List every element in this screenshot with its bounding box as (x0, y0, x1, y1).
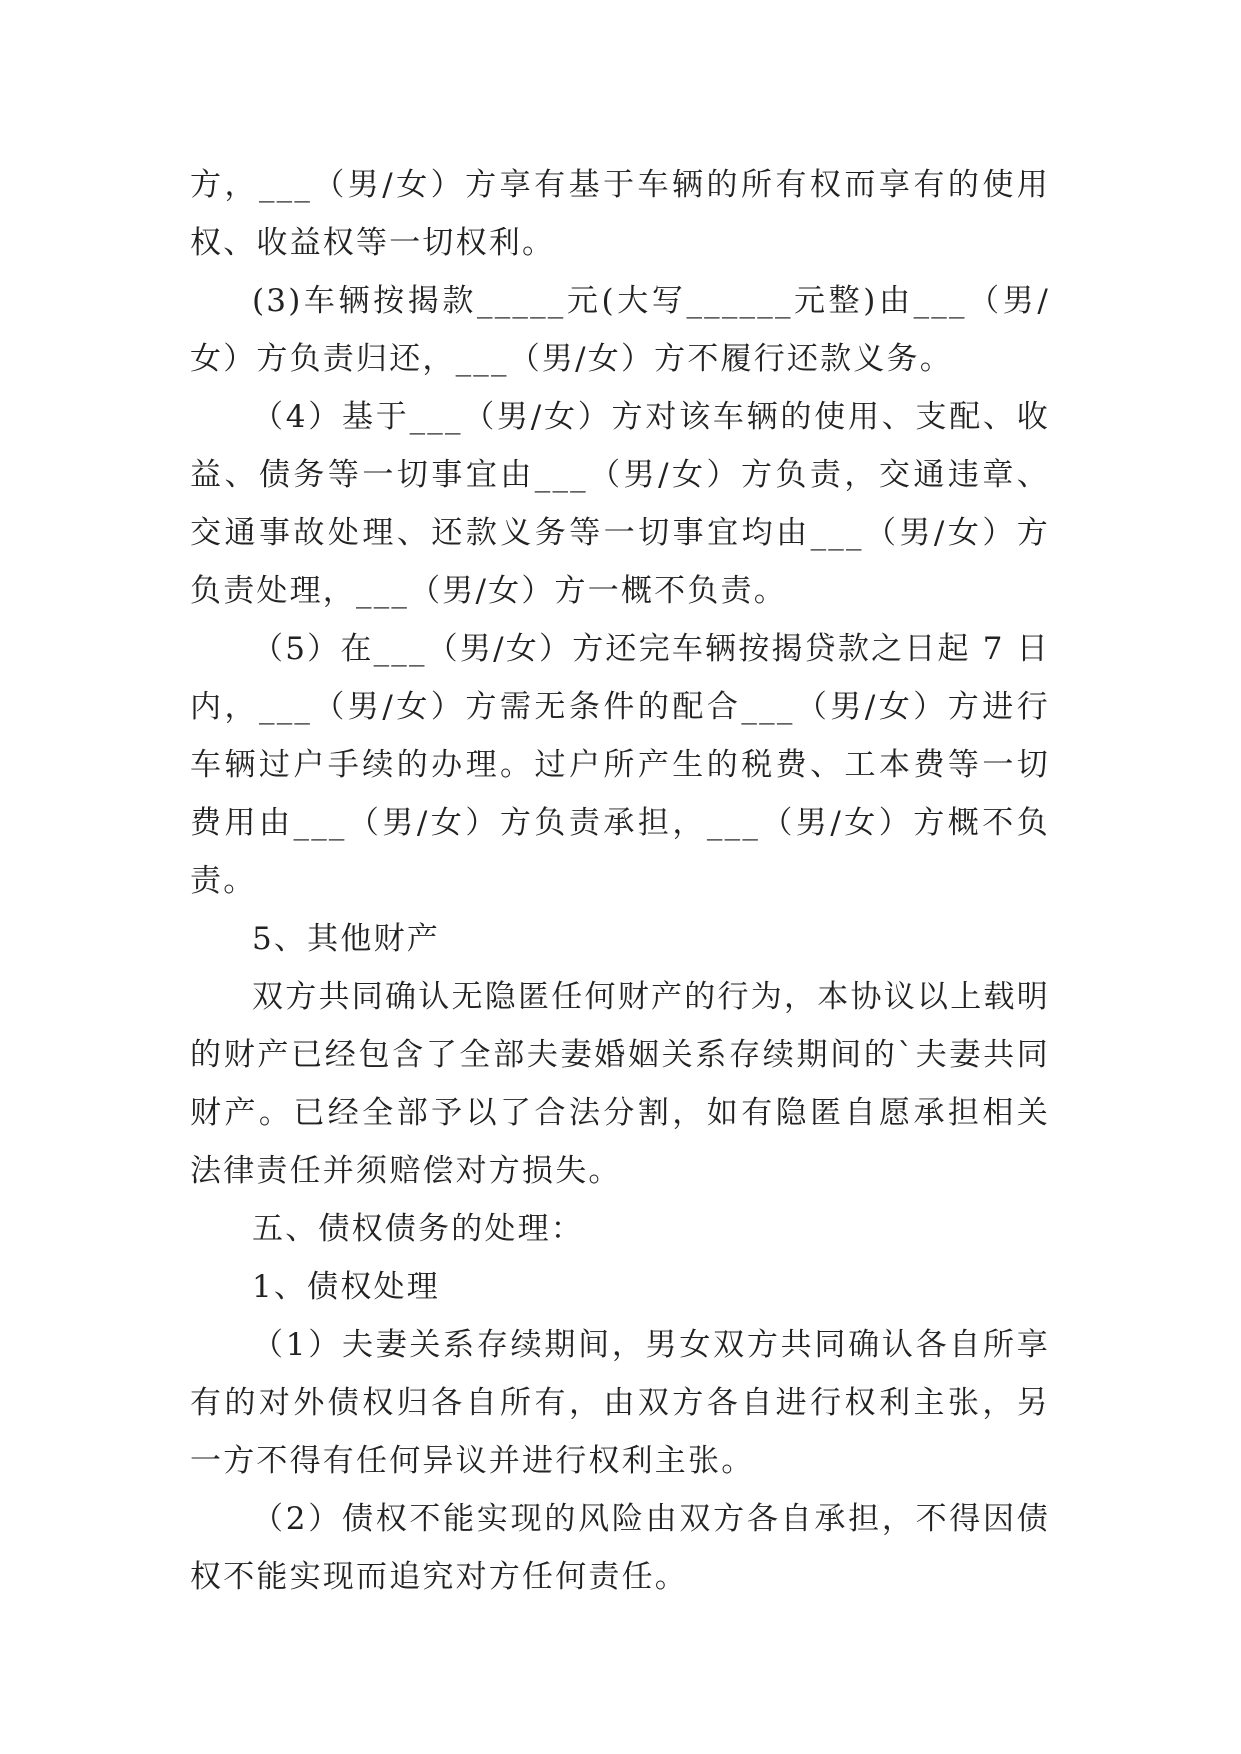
heading-other-property: 5、其他财产 (252, 921, 440, 957)
paragraph-mortgage-repayment: (3)车辆按揭款_____元(大写______元整)由___（男/女）方负责归还，___（男/女）方不履行还款义务。 (190, 283, 1050, 377)
document-body (190, 156, 1050, 1606)
heading-claims-handling: 1、债权处理 (252, 1269, 440, 1305)
paragraph-no-hidden-property: 双方共同确认无隐匿任何财产的行为，本协议以上载明的财产已经包含了全部夫妻婚姻关系存续期间的`夫妻共同财产。已经全部予以了合法分割，如有隐匿自愿承担相关法律责任并须赔偿对方损失。 (190, 979, 1050, 1189)
paragraph-vehicle-responsibility: （4）基于___（男/女）方对该车辆的使用、支配、收益、债务等一切事宜由___（男/女）方负责，交通违章、交通事故处理、还款义务等一切事宜均由___（男/女）方负责处理，___（男/女）方一概不负责。 (190, 399, 1050, 609)
paragraph-claims-risk: （2）债权不能实现的风险由双方各自承担，不得因债权不能实现而追究对方任何责任。 (190, 1501, 1050, 1595)
heading-debts-claims: 五、债权债务的处理： (252, 1211, 584, 1247)
paragraph-vehicle-transfer: （5）在___（男/女）方还完车辆按揭贷款之日起 7 日内，___（男/女）方需无条件的配合___（男/女）方进行车辆过户手续的办理。过户所产生的税费、工本费等一切费用由___（男/女）方负责承担，___（男/女）方概不负责。 (190, 631, 1050, 899)
paragraph-vehicle-rights: 方，___（男/女）方享有基于车辆的所有权而享有的使用权、收益权等一切权利。 (190, 167, 1050, 261)
paragraph-claims-ownership: （1）夫妻关系存续期间，男女双方共同确认各自所享有的对外债权归各自所有，由双方各自进行权利主张，另一方不得有任何异议并进行权利主张。 (190, 1327, 1050, 1479)
